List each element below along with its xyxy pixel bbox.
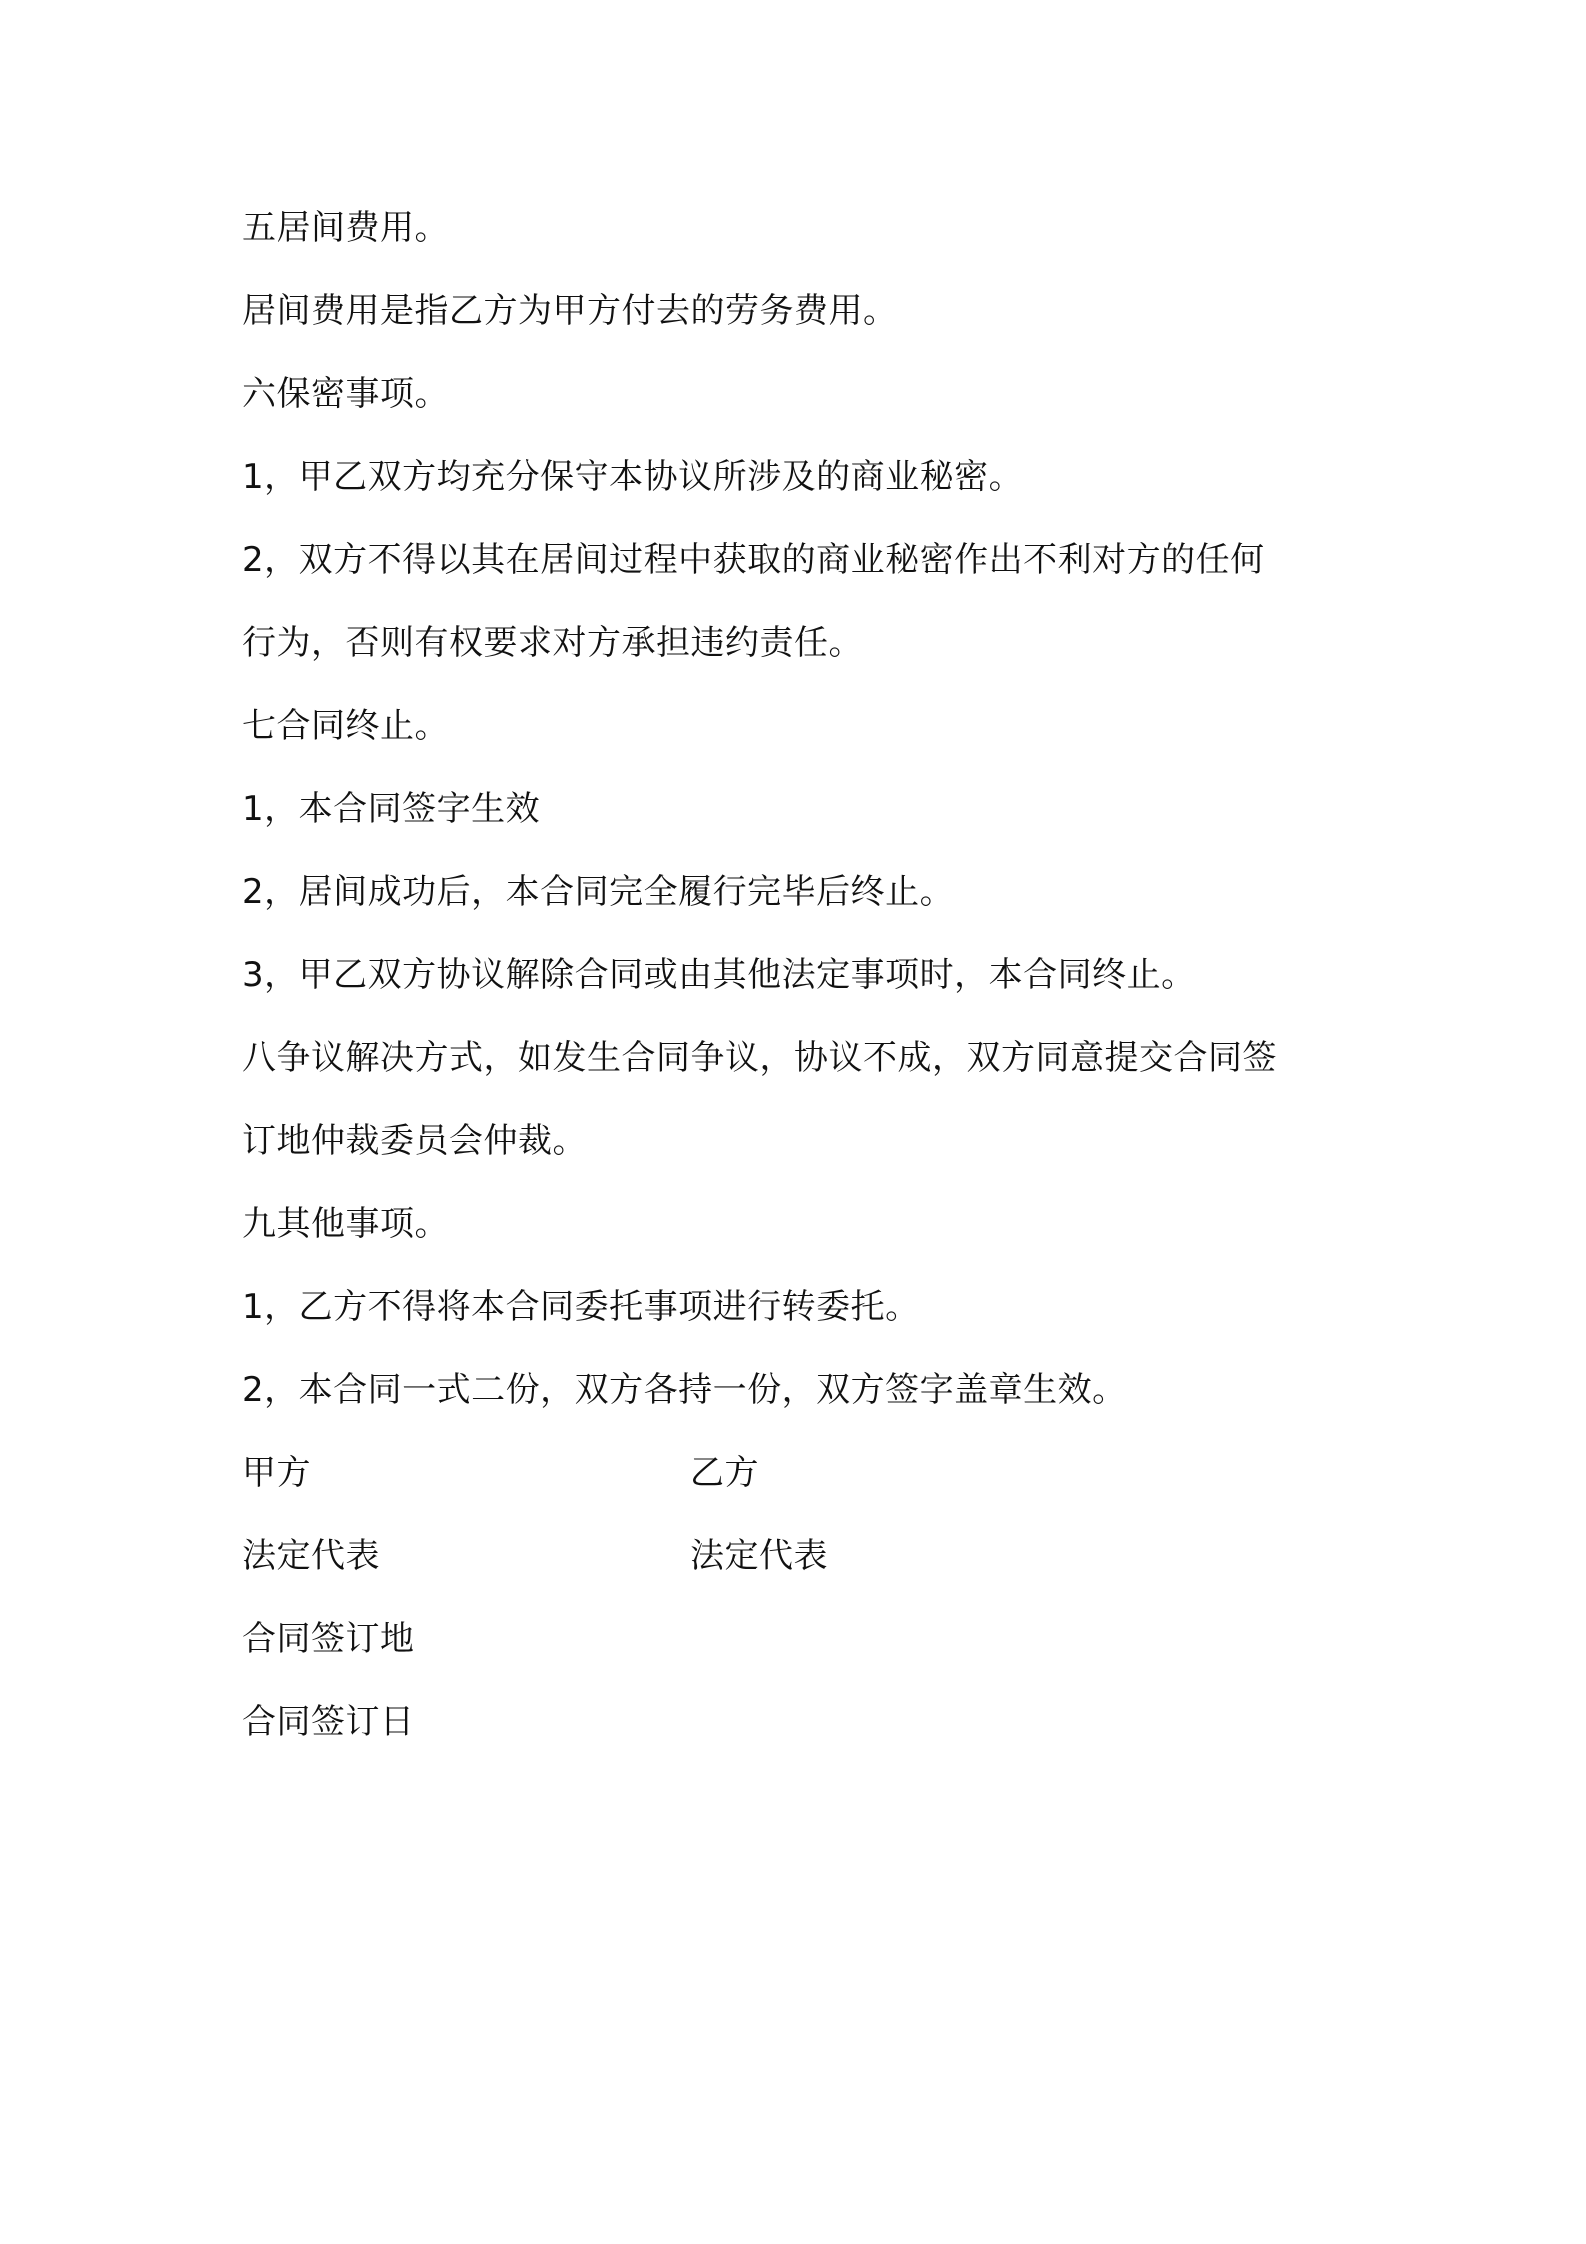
party-b-label: 乙方 xyxy=(690,1453,759,1493)
section-6-item-1: 1，甲乙双方均充分保守本协议所涉及的商业秘密。 xyxy=(242,457,1024,497)
section-5-text: 居间费用是指乙方为甲方付去的劳务费用。 xyxy=(242,291,898,331)
section-8-text-cont: 订地仲裁委员会仲裁。 xyxy=(242,1121,587,1161)
section-7-item-1: 1，本合同签字生效 xyxy=(242,789,541,829)
section-6-item-2-cont: 行为，否则有权要求对方承担违约责任。 xyxy=(242,623,863,663)
section-7-heading: 七合同终止。 xyxy=(242,706,449,746)
section-8-text: 八争议解决方式，如发生合同争议，协议不成，双方同意提交合同签 xyxy=(242,1038,1277,1078)
section-9-heading: 九其他事项。 xyxy=(242,1204,449,1244)
section-7-item-3: 3，甲乙双方协议解除合同或由其他法定事项时，本合同终止。 xyxy=(242,955,1196,995)
section-9-item-2: 2，本合同一式二份，双方各持一份，双方签字盖章生效。 xyxy=(242,1370,1127,1410)
section-7-item-2: 2，居间成功后，本合同完全履行完毕后终止。 xyxy=(242,872,955,912)
party-a-representative-label: 法定代表 xyxy=(242,1536,380,1576)
section-6-item-2: 2，双方不得以其在居间过程中获取的商业秘密作出不利对方的任何 xyxy=(242,540,1265,580)
sign-date-label: 合同签订日 xyxy=(242,1702,415,1742)
section-9-item-1: 1，乙方不得将本合同委托事项进行转委托。 xyxy=(242,1287,920,1327)
section-6-heading: 六保密事项。 xyxy=(242,374,449,414)
section-5-heading: 五居间费用。 xyxy=(242,208,449,248)
party-b-representative-label: 法定代表 xyxy=(690,1536,828,1576)
sign-place-label: 合同签订地 xyxy=(242,1619,415,1659)
party-a-label: 甲方 xyxy=(242,1453,311,1493)
